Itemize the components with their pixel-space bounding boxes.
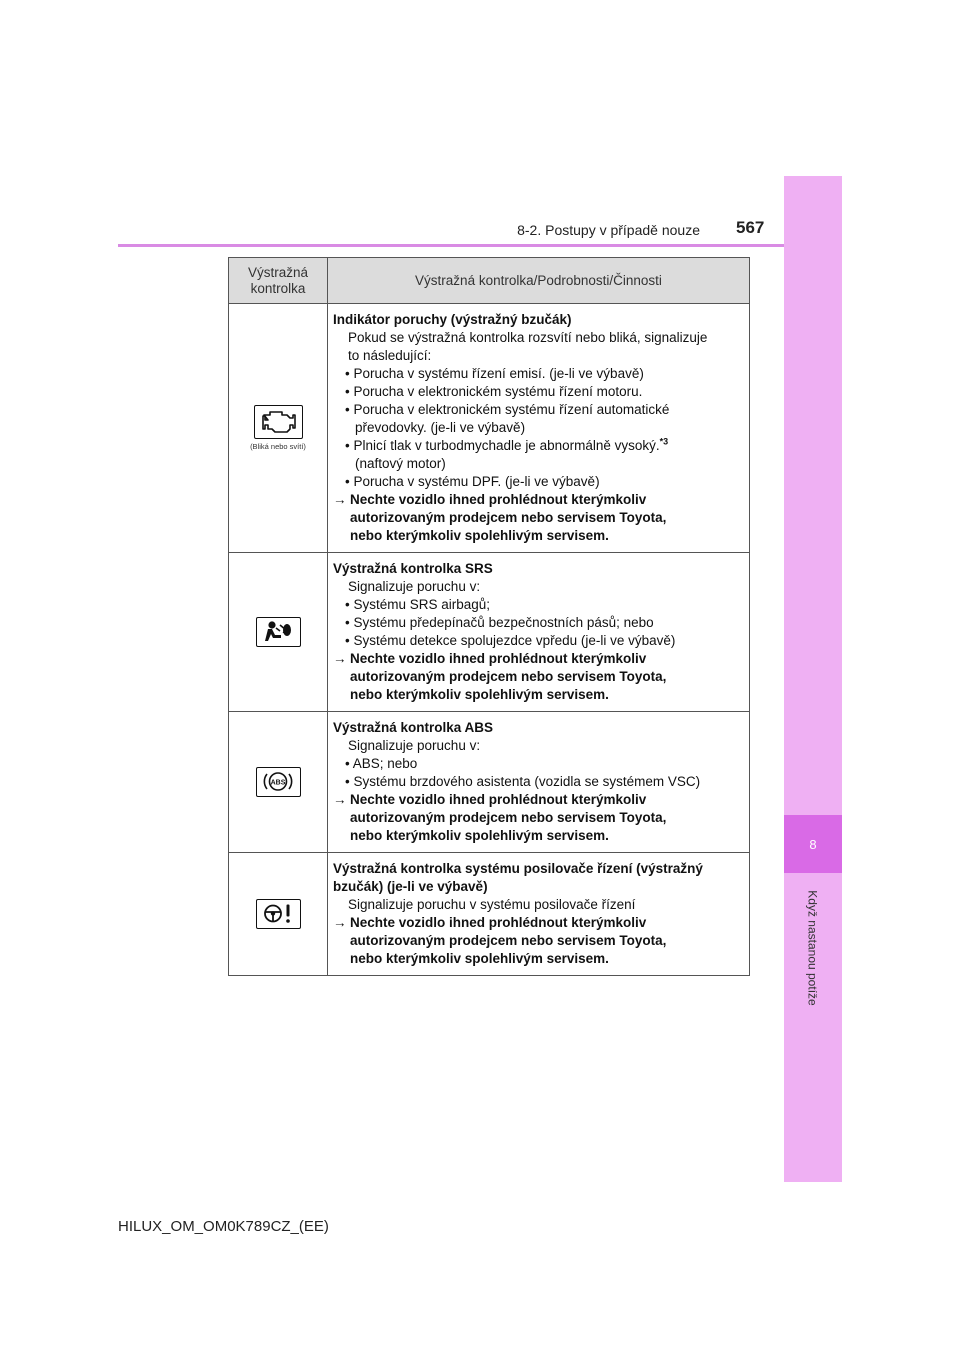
abs-label: ABS xyxy=(270,779,285,787)
table-row xyxy=(229,853,750,976)
table-row xyxy=(229,304,750,553)
section-title: 8-2. Postupy v případě nouze xyxy=(517,222,700,238)
list-item: • Systému brzdového asistenta (vozidla se systémem VSC) xyxy=(345,774,701,789)
action-text: autorizovaným prodejcem nebo servisem Toyota, xyxy=(350,810,667,825)
list-item: • Plnicí tlak v turbodmychadle je abnormálně vysoký.$^{*3}$ xyxy=(345,436,669,453)
chapter-label: Když nastanou potíže xyxy=(806,890,821,1006)
icon-caption: (Bliká nebo svítí) xyxy=(250,442,306,451)
list-item: • Systému SRS airbagů; xyxy=(345,597,491,612)
document-code: HILUX_OM_OM0K789CZ_(EE) xyxy=(118,1218,329,1235)
arrow-icon: → xyxy=(333,915,347,930)
arrow-icon: → xyxy=(333,651,347,666)
action-text: → Nechte vozidlo ihned prohlédnout kterýmkoliv xyxy=(333,915,647,930)
item-intro: to následující: xyxy=(348,348,432,363)
item-title: Výstražná kontrolka ABS xyxy=(333,720,494,735)
abs-icon xyxy=(256,767,301,797)
table-row xyxy=(229,712,750,853)
action-text: → Nechte vozidlo ihned prohlédnout kterýmkoliv xyxy=(333,792,647,807)
table-row xyxy=(229,553,750,712)
item-title: Výstražná kontrolka SRS xyxy=(333,561,493,576)
list-item: • Porucha v systému řízení emisí. (je-li ve výbavě) xyxy=(345,366,644,381)
action-text: nebo kterýmkoliv spolehlivým servisem. xyxy=(350,687,609,702)
footnote-ref: *3 xyxy=(659,436,669,447)
list-item-continuation: (naftový motor) xyxy=(355,456,446,471)
column-header-details: Výstražná kontrolka/Podrobnosti/Činnosti xyxy=(328,258,750,304)
action-text: nebo kterýmkoliv spolehlivým servisem. xyxy=(350,951,609,966)
action-text: → Nechte vozidlo ihned prohlédnout kterýmkoliv xyxy=(333,651,647,666)
item-intro: Signalizuje poruchu v systému posilovače řízení xyxy=(348,897,636,912)
action-text: → Nechte vozidlo ihned prohlédnout kterýmkoliv xyxy=(333,492,647,507)
description-cell xyxy=(328,304,750,553)
list-item: • ABS; nebo xyxy=(345,756,418,771)
page-number: 567 xyxy=(736,218,765,237)
description-cell xyxy=(328,853,750,976)
list-item: • Porucha v systému DPF. (je-li ve výbavě) xyxy=(345,474,600,489)
item-intro: Signalizuje poruchu v: xyxy=(348,738,481,753)
icon-cell xyxy=(229,712,328,853)
action-text: autorizovaným prodejcem nebo servisem Toyota, xyxy=(350,933,667,948)
action-text: nebo kterýmkoliv spolehlivým servisem. xyxy=(350,828,609,843)
item-title: bzučák) (je-li ve výbavě) xyxy=(333,879,488,894)
warning-lights-table xyxy=(228,257,750,976)
srs-airbag-icon xyxy=(256,617,301,647)
description-cell xyxy=(328,712,750,853)
action-text: autorizovaným prodejcem nebo servisem Toyota, xyxy=(350,669,667,684)
item-intro: Signalizuje poruchu v: xyxy=(348,579,481,594)
arrow-icon: → xyxy=(333,792,347,807)
arrow-icon: → xyxy=(333,492,347,507)
list-item: • Porucha v elektronickém systému řízení automatické xyxy=(345,402,670,417)
icon-cell xyxy=(229,553,328,712)
icon-cell xyxy=(229,853,328,976)
check-engine-icon xyxy=(254,405,303,439)
column-header-lamp: Výstražná kontrolka xyxy=(229,258,328,304)
list-item: • Systému předepínačů bezpečnostních pásů; nebo xyxy=(345,615,654,630)
side-tab xyxy=(784,176,842,1182)
chapter-number: 8 xyxy=(784,815,842,873)
item-title: Indikátor poruchy (výstražný bzučák) xyxy=(333,312,572,327)
list-item-continuation: převodovky. (je-li ve výbavě) xyxy=(355,420,526,435)
list-item: • Systému detekce spolujezdce vpředu (je-li ve výbavě) xyxy=(345,633,676,648)
list-item: • Porucha v elektronickém systému řízení motoru. xyxy=(345,384,643,399)
header-divider xyxy=(118,244,784,247)
item-intro: Pokud se výstražná kontrolka rozsvítí nebo bliká, signalizuje xyxy=(348,330,708,345)
power-steering-warning-icon xyxy=(256,899,301,929)
action-text: nebo kterýmkoliv spolehlivým servisem. xyxy=(350,528,609,543)
description-cell xyxy=(328,553,750,712)
icon-cell xyxy=(229,304,328,553)
table-header-row xyxy=(229,258,750,304)
action-text: autorizovaným prodejcem nebo servisem Toyota, xyxy=(350,510,667,525)
item-title: Výstražná kontrolka systému posilovače řízení (výstražný xyxy=(333,861,703,876)
